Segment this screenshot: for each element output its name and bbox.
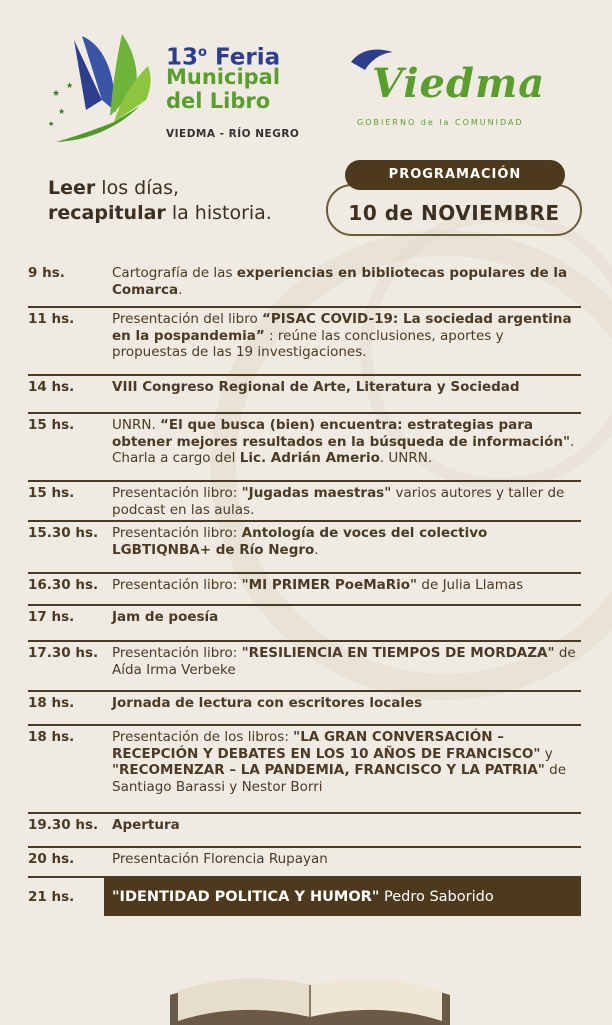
schedule-row — [28, 414, 581, 482]
viedma-subtitle: GOBIERNO de la COMUNIDAD — [357, 118, 524, 127]
schedule-row — [28, 814, 581, 848]
open-book-icon — [160, 955, 460, 1025]
schedule-description — [112, 645, 581, 678]
svg-text:★: ★ — [48, 120, 55, 128]
description-text: Presentación libro: — [112, 525, 242, 541]
schedule-description — [112, 485, 581, 518]
schedule-description — [112, 311, 581, 361]
viedma-logo-text: Viedma — [372, 60, 546, 107]
svg-text:★: ★ — [58, 107, 66, 116]
description-bold-text: Lic. Adrián Amerio — [239, 450, 380, 466]
schedule-description — [112, 609, 581, 626]
schedule-time: 15 hs. — [28, 417, 75, 433]
description-text: de Julia Llamas — [417, 577, 524, 593]
schedule-row — [28, 692, 581, 726]
schedule-row — [28, 642, 581, 692]
description-text: Presentación del libro — [112, 311, 262, 327]
description-bold-text: Antología de voces del colectivo LGBTIQNBA+ de Río Negro — [112, 525, 488, 558]
description-text: varios autores y taller de podcast en las aulas. — [112, 485, 565, 518]
schedule-row — [28, 574, 581, 606]
schedule-row — [28, 482, 581, 522]
schedule-row — [28, 606, 581, 642]
svg-text:★: ★ — [66, 81, 74, 90]
schedule-row — [28, 522, 581, 574]
schedule-description — [112, 577, 581, 594]
description-bold-text: VIII Congreso Regional de Arte, Literatura y Sociedad — [112, 379, 520, 395]
description-text: : reúne las conclusiones, aportes y propuestas de las 19 investigaciones. — [112, 327, 504, 360]
schedule-list — [28, 262, 581, 918]
description-bold-text: "RESILIENCIA EN TIEMPOS DE MORDAZA" — [241, 645, 555, 661]
programacion-badge: PROGRAMACIÓN — [345, 160, 565, 190]
svg-text:★: ★ — [52, 89, 61, 99]
schedule-description — [112, 379, 581, 396]
description-text: UNRN. — [112, 417, 161, 433]
schedule-description — [112, 729, 581, 795]
description-bold-text: Jornada de lectura con escritores locales — [112, 695, 423, 711]
schedule-description — [112, 851, 581, 868]
schedule-description — [112, 695, 581, 712]
feria-place: VIEDMA - RÍO NEGRO — [166, 128, 300, 140]
schedule-row — [28, 848, 581, 878]
feria-line-del-libro: del Libro — [166, 89, 271, 113]
schedule-time: 18 hs. — [28, 729, 75, 745]
description-bold-text: Jam de poesía — [112, 609, 219, 625]
schedule-row — [28, 878, 581, 918]
description-bold-text: "MI PRIMER PoeMaRio" — [241, 577, 418, 593]
description-text: y — [540, 745, 553, 762]
description-bold-text: "Jugadas maestras" — [241, 485, 392, 501]
description-bold-text: “El que busca (bien) encuentra: estrategias para obtener mejores resultados en la búsqueda de información" — [112, 417, 571, 450]
description-text: Presentación Florencia Rupayan — [112, 851, 328, 867]
schedule-time: 17 hs. — [28, 609, 75, 625]
description-bold-text: “PISAC COVID-19: La sociedad argentina en la pospandemia” — [112, 311, 572, 344]
description-text: de Santiago Barassi y Nestor Borri — [112, 762, 566, 795]
description-bold-text: experiencias en bibliotecas populares de la Comarca — [112, 265, 568, 298]
schedule-description — [112, 265, 581, 298]
description-text: de Aída Irma Verbeke — [112, 645, 576, 678]
description-bold-text: "LA GRAN CONVERSACIÓN – RECEPCIÓN Y DEBATES EN LOS 10 AÑOS DE FRANCISCO" — [112, 729, 541, 762]
schedule-description — [112, 525, 581, 558]
description-text: . UNRN. — [379, 450, 433, 466]
description-text: . Charla a cargo del — [112, 433, 575, 466]
schedule-time: 11 hs. — [28, 311, 75, 327]
schedule-description — [112, 878, 573, 916]
feria-edition: 13$^o$ Feria — [166, 44, 281, 71]
event-date: 10 de NOVIEMBRE — [326, 184, 582, 236]
description-text: Pedro Saborido — [379, 889, 494, 905]
description-text: Presentación libro: — [112, 645, 242, 661]
schedule-time: 16.30 hs. — [28, 577, 99, 593]
schedule-time: 21 hs. — [28, 889, 75, 905]
schedule-time: 15 hs. — [28, 485, 75, 501]
description-text: Presentación libro: — [112, 485, 242, 501]
description-text: Presentación libro: — [112, 577, 242, 593]
description-text: Cartografía de las — [112, 265, 237, 281]
schedule-time: 9 hs. — [28, 265, 65, 281]
schedule-time: 20 hs. — [28, 851, 75, 867]
schedule-row — [28, 308, 581, 376]
schedule-time: 19.30 hs. — [28, 817, 99, 833]
description-text: . — [178, 281, 183, 298]
description-bold-text: "IDENTIDAD POLITICA Y HUMOR" — [112, 889, 380, 905]
schedule-description — [112, 417, 581, 467]
schedule-row — [28, 262, 581, 308]
description-text: Presentación de los libros: — [112, 729, 294, 745]
schedule-time: 17.30 hs. — [28, 645, 99, 661]
description-bold-text: Apertura — [112, 817, 180, 833]
feria-line-municipal: Municipal — [166, 65, 281, 89]
description-text: . — [314, 541, 319, 558]
tagline: Leer los días, recapitular la historia. — [48, 177, 272, 224]
schedule-row — [28, 376, 581, 414]
schedule-time: 14 hs. — [28, 379, 75, 395]
schedule-time: 18 hs. — [28, 695, 75, 711]
schedule-row — [28, 726, 581, 814]
schedule-time: 15.30 hs. — [28, 525, 99, 541]
schedule-description — [112, 817, 581, 834]
description-bold-text: "RECOMENZAR – LA PANDEMIA, FRANCISCO Y LA PATRIA" — [112, 762, 545, 778]
